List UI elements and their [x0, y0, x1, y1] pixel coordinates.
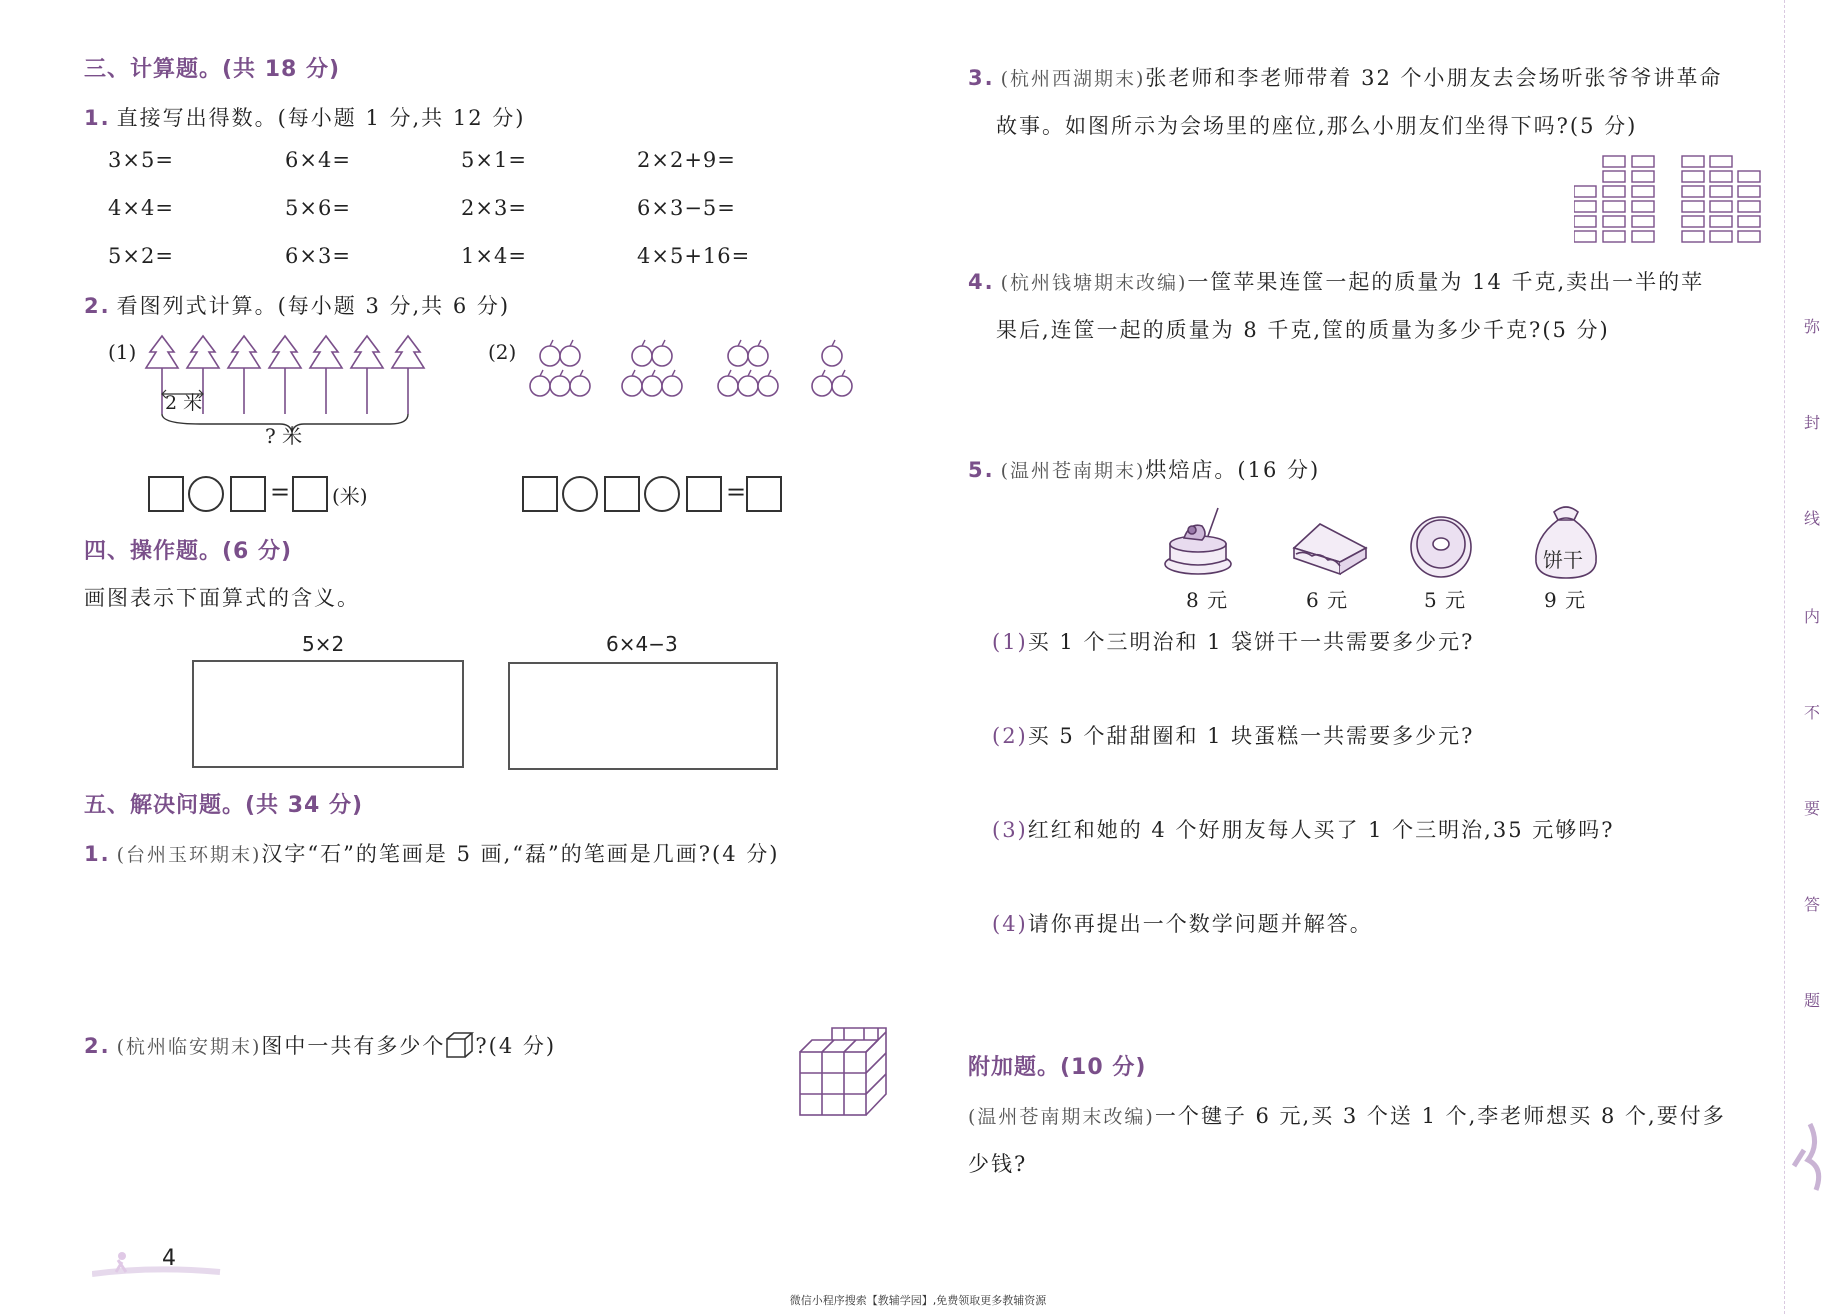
tree-icon [228, 336, 260, 414]
apples-figure [518, 338, 878, 408]
extra-question [968, 1100, 1726, 1130]
s5-q3 [968, 62, 1723, 92]
side-char: 要 [1804, 799, 1821, 818]
apple-icon [622, 376, 642, 396]
seat-icon [1682, 201, 1704, 212]
price-donut: 5 元 [1424, 588, 1467, 612]
q5-sub2-text: 买 5 个甜甜圈和 1 块蛋糕一共需要多少元? [1027, 724, 1475, 748]
footer-note: 微信小程序搜索【教辅学园】,免费领取更多教辅资源 [789, 1294, 1047, 1307]
s3-q2-num: 2. [84, 294, 111, 318]
section5-title: 五、解决问题。(共 34 分) [84, 793, 364, 818]
side-char: 封 [1804, 413, 1821, 432]
seat-icon [1710, 186, 1732, 197]
side-char: 内 [1804, 607, 1821, 626]
drawing-box-1[interactable] [192, 660, 464, 768]
sandwich-icon [1290, 518, 1370, 580]
expr-label-2: 6×4−3 [606, 632, 678, 656]
q5-sub1-text: 买 1 个三明治和 1 袋饼干一共需要多少元? [1027, 630, 1475, 654]
seal-line [1784, 0, 1786, 1314]
seat-icon [1738, 231, 1760, 242]
seat-icon [1603, 231, 1625, 242]
operator-circle[interactable] [188, 476, 224, 512]
calc-r3c4: 4×5+16= [637, 244, 751, 268]
price-biscuit: 9 元 [1544, 588, 1587, 612]
s3-q2 [84, 290, 510, 320]
seat-icon [1574, 186, 1596, 197]
seat-icon [1682, 156, 1704, 167]
s5-q3-text: 张老师和李老师带着 32 个小朋友去会场听张爷爷讲革命 [1145, 66, 1723, 90]
unit-label: (米) [332, 484, 368, 508]
s3-q1-text: 直接写出得数。(每小题 1 分,共 12 分) [116, 106, 526, 130]
apple-icon [728, 346, 748, 366]
apple-icon [832, 376, 852, 396]
side-char: 不 [1804, 703, 1821, 722]
apple-icon [652, 346, 672, 366]
s5-q1-source: (台州玉环期末) [116, 844, 262, 866]
tree-icon [392, 336, 424, 414]
seat-icon [1682, 171, 1704, 182]
s5-q3-source: (杭州西湖期末) [1000, 68, 1146, 90]
side-char: 线 [1804, 509, 1821, 528]
extra-question-line2: 少钱? [968, 1152, 1028, 1176]
seat-icon [1710, 156, 1732, 167]
apple-icon [530, 376, 550, 396]
seat-icon [1632, 171, 1654, 182]
calc-r2c3: 2×3= [461, 196, 527, 220]
q5-sub1 [992, 626, 1474, 656]
s3-q2-text: 看图列式计算。(每小题 3 分,共 6 分) [116, 294, 511, 318]
q5-sub3-text: 红红和她的 4 个好朋友每人买了 1 个三明治,35 元够吗? [1027, 818, 1615, 842]
s5-q2-num: 2. [84, 1034, 111, 1058]
side-char: 题 [1804, 991, 1821, 1010]
q5-sub2 [992, 720, 1474, 750]
apple-icon [540, 346, 560, 366]
calc-r1c4: 2×2+9= [637, 148, 736, 172]
picture1-label: (1) [108, 340, 137, 364]
seat-icon [1682, 231, 1704, 242]
picture2-label: (2) [488, 340, 517, 364]
calc-r1c2: 6×4= [285, 148, 351, 172]
calc-r2c4: 6×3−5= [637, 196, 736, 220]
s5-q1 [84, 838, 779, 868]
s5-q5-source: (温州苍南期末) [1000, 460, 1146, 482]
apple-icon [748, 346, 768, 366]
apple-icon [822, 346, 842, 366]
seat-icon [1738, 186, 1760, 197]
apple-icon [758, 376, 778, 396]
answer-box[interactable] [292, 476, 328, 512]
s3-q1-num: 1. [84, 106, 111, 130]
q5-sub4 [992, 908, 1373, 938]
seats-figure [1574, 154, 1770, 250]
page-number-decoration [92, 1244, 222, 1278]
answer-box[interactable] [686, 476, 722, 512]
cube-icon [445, 1031, 475, 1064]
s5-q4-num: 4. [968, 270, 995, 294]
expr-label-1: 5×2 [302, 632, 345, 656]
seat-icon [1632, 186, 1654, 197]
calc-r2c2: 5×6= [285, 196, 351, 220]
drawing-box-2[interactable] [508, 662, 778, 770]
apple-icon [570, 376, 590, 396]
q5-sub4-text: 请你再提出一个数学问题并解答。 [1027, 912, 1373, 936]
tree-total-label: ? 米 [265, 424, 303, 448]
seat-icon [1574, 216, 1596, 227]
seat-icon [1603, 171, 1625, 182]
operator-circle[interactable] [644, 476, 680, 512]
calc-r1c3: 5×1= [461, 148, 527, 172]
apple-icon [550, 376, 570, 396]
answer-box[interactable] [746, 476, 782, 512]
q5-sub3 [992, 814, 1615, 844]
operator-circle[interactable] [562, 476, 598, 512]
price-sandwich: 6 元 [1306, 588, 1349, 612]
tree-gap-label: 2 米 [165, 392, 203, 414]
answer-box[interactable] [230, 476, 266, 512]
seat-icon [1632, 231, 1654, 242]
tree-icon [310, 336, 342, 414]
s5-q1-num: 1. [84, 842, 111, 866]
apple-icon [632, 346, 652, 366]
q5-sub1-num: (1) [992, 630, 1028, 654]
seat-icon [1603, 216, 1625, 227]
seat-icon [1603, 201, 1625, 212]
seat-icon [1632, 201, 1654, 212]
seat-icon [1710, 216, 1732, 227]
donut-icon [1408, 514, 1474, 580]
answer-box[interactable] [604, 476, 640, 512]
side-char: 弥 [1804, 317, 1821, 336]
s5-q4-text: 一筐苹果连筐一起的质量为 14 千克,卖出一半的苹 [1187, 270, 1705, 294]
tree-icon [269, 336, 301, 414]
seat-icon [1710, 231, 1732, 242]
apple-icon [738, 376, 758, 396]
section4-title: 四、操作题。(6 分) [84, 539, 293, 564]
seat-icon [1603, 186, 1625, 197]
s5-q4 [968, 266, 1704, 296]
equals-sign: = [270, 478, 291, 506]
seat-icon [1603, 156, 1625, 167]
calc-r1c1: 3×5= [108, 148, 174, 172]
s5-q5-num: 5. [968, 458, 995, 482]
page-number: 4 [162, 1246, 176, 1271]
calc-r3c1: 5×2= [108, 244, 174, 268]
apple-icon [718, 376, 738, 396]
apple-icon [642, 376, 662, 396]
s5-q2 [84, 1030, 556, 1064]
seat-icon [1574, 231, 1596, 242]
answer-box[interactable] [148, 476, 184, 512]
s3-q1 [84, 102, 525, 132]
runner-decoration [1790, 1120, 1830, 1200]
s5-q3-num: 3. [968, 66, 995, 90]
s5-q4-line2: 果后,连筐一起的质量为 8 千克,筐的质量为多少千克?(5 分) [996, 318, 1610, 342]
price-cake: 8 元 [1186, 588, 1229, 612]
seat-icon [1682, 186, 1704, 197]
seat-icon [1738, 171, 1760, 182]
seat-icon [1710, 201, 1732, 212]
q5-sub4-num: (4) [992, 912, 1028, 936]
tree-icon [351, 336, 383, 414]
apple-icon [560, 346, 580, 366]
cube-stack-figure [798, 1024, 894, 1118]
biscuit-label: 饼干 [1543, 548, 1583, 572]
calc-r3c3: 1×4= [461, 244, 527, 268]
s5-q2-text: 图中一共有多少个 [261, 1034, 446, 1058]
s5-q5-text: 烘焙店。(16 分) [1145, 458, 1321, 482]
apple-icon [812, 376, 832, 396]
extra-source: (温州苍南期末改编) [968, 1106, 1155, 1128]
apple-icon [662, 376, 682, 396]
extra-title: 附加题。(10 分) [968, 1055, 1147, 1080]
calc-r3c2: 6×3= [285, 244, 351, 268]
s5-q2-source: (杭州临安期末) [116, 1036, 262, 1058]
extra-text: 一个毽子 6 元,买 3 个送 1 个,李老师想买 8 个,要付多 [1154, 1104, 1726, 1128]
s4-desc: 画图表示下面算式的含义。 [84, 586, 360, 610]
calc-r2c1: 4×4= [108, 196, 174, 220]
answer-box[interactable] [522, 476, 558, 512]
seat-icon [1632, 216, 1654, 227]
cake-icon [1162, 504, 1236, 578]
seat-icon [1682, 216, 1704, 227]
s5-q5 [968, 454, 1320, 484]
equals-sign: = [726, 478, 747, 506]
seat-icon [1632, 156, 1654, 167]
q5-sub3-num: (3) [992, 818, 1028, 842]
seat-icon [1574, 201, 1596, 212]
s5-q1-text: 汉字“石”的笔画是 5 画,“磊”的笔画是几画?(4 分) [261, 842, 780, 866]
q5-sub2-num: (2) [992, 724, 1028, 748]
s5-q3-line2: 故事。如图所示为会场里的座位,那么小朋友们坐得下吗?(5 分) [996, 114, 1638, 138]
side-char: 答 [1804, 895, 1821, 914]
seat-icon [1738, 201, 1760, 212]
seat-icon [1738, 216, 1760, 227]
seat-icon [1710, 171, 1732, 182]
s5-q4-source: (杭州钱塘期末改编) [1000, 272, 1188, 294]
s5-q2-tail: ?(4 分) [475, 1034, 557, 1058]
section3-title: 三、计算题。(共 18 分) [84, 57, 341, 82]
